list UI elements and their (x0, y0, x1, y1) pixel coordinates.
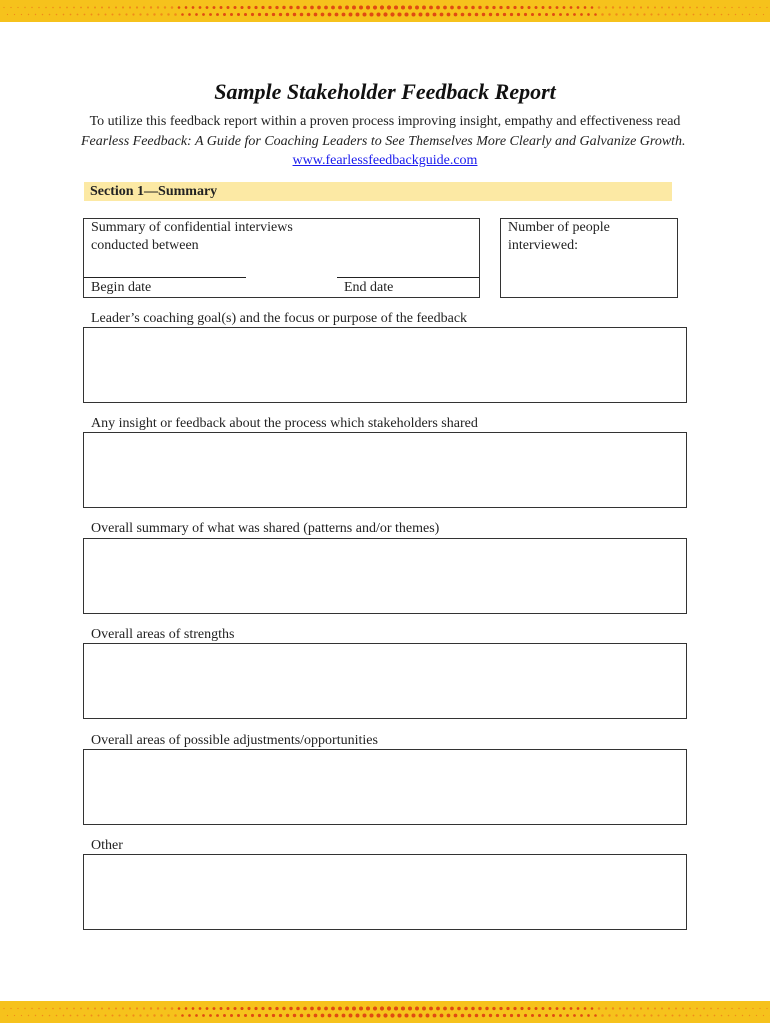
book-title: Fearless Feedback: A Guide for Coaching Leaders to See Themselves More Clearly and Galvanize Growth. (80, 133, 686, 149)
dot-pattern-bottom (0, 1005, 770, 1019)
intro-text: To utilize this feedback report within a proven process improving insight, empathy and effectiveness read (89, 114, 681, 129)
people-interviewed-label: Number of people interviewed: (508, 220, 610, 253)
guide-link[interactable]: www.fearlessfeedbackguide.com (292, 153, 478, 168)
header-decorative-band (0, 0, 770, 22)
section-1-heading: Section 1—Summary (84, 182, 672, 201)
overall-summary-field[interactable] (83, 538, 687, 614)
page-title: Sample Stakeholder Feedback Report (214, 79, 556, 104)
begin-date-label: Begin date (91, 280, 152, 295)
footer-decorative-band (0, 1001, 770, 1023)
other-label: Other (91, 838, 123, 853)
strengths-label: Overall areas of strengths (91, 627, 235, 642)
adjustments-label: Overall areas of possible adjustments/opportunities (91, 733, 378, 748)
process-insight-field[interactable] (83, 432, 687, 508)
dot-pattern-top (0, 4, 770, 18)
end-date-label: End date (344, 280, 394, 295)
process-insight-label: Any insight or feedback about the process which stakeholders shared (91, 416, 478, 431)
adjustments-field[interactable] (83, 749, 687, 825)
coaching-goal-label: Leader’s coaching goal(s) and the focus or purpose of the feedback (91, 311, 468, 326)
strengths-field[interactable] (83, 643, 687, 719)
summary-interviews-label: Summary of confidential interviews conducted between (91, 220, 293, 253)
intro-paragraph (70, 112, 700, 171)
other-field[interactable] (83, 854, 687, 930)
begin-date-line[interactable] (84, 277, 246, 278)
coaching-goal-field[interactable] (83, 327, 687, 403)
overall-summary-label: Overall summary of what was shared (patterns and/or themes) (91, 521, 440, 536)
end-date-line[interactable] (337, 277, 479, 278)
